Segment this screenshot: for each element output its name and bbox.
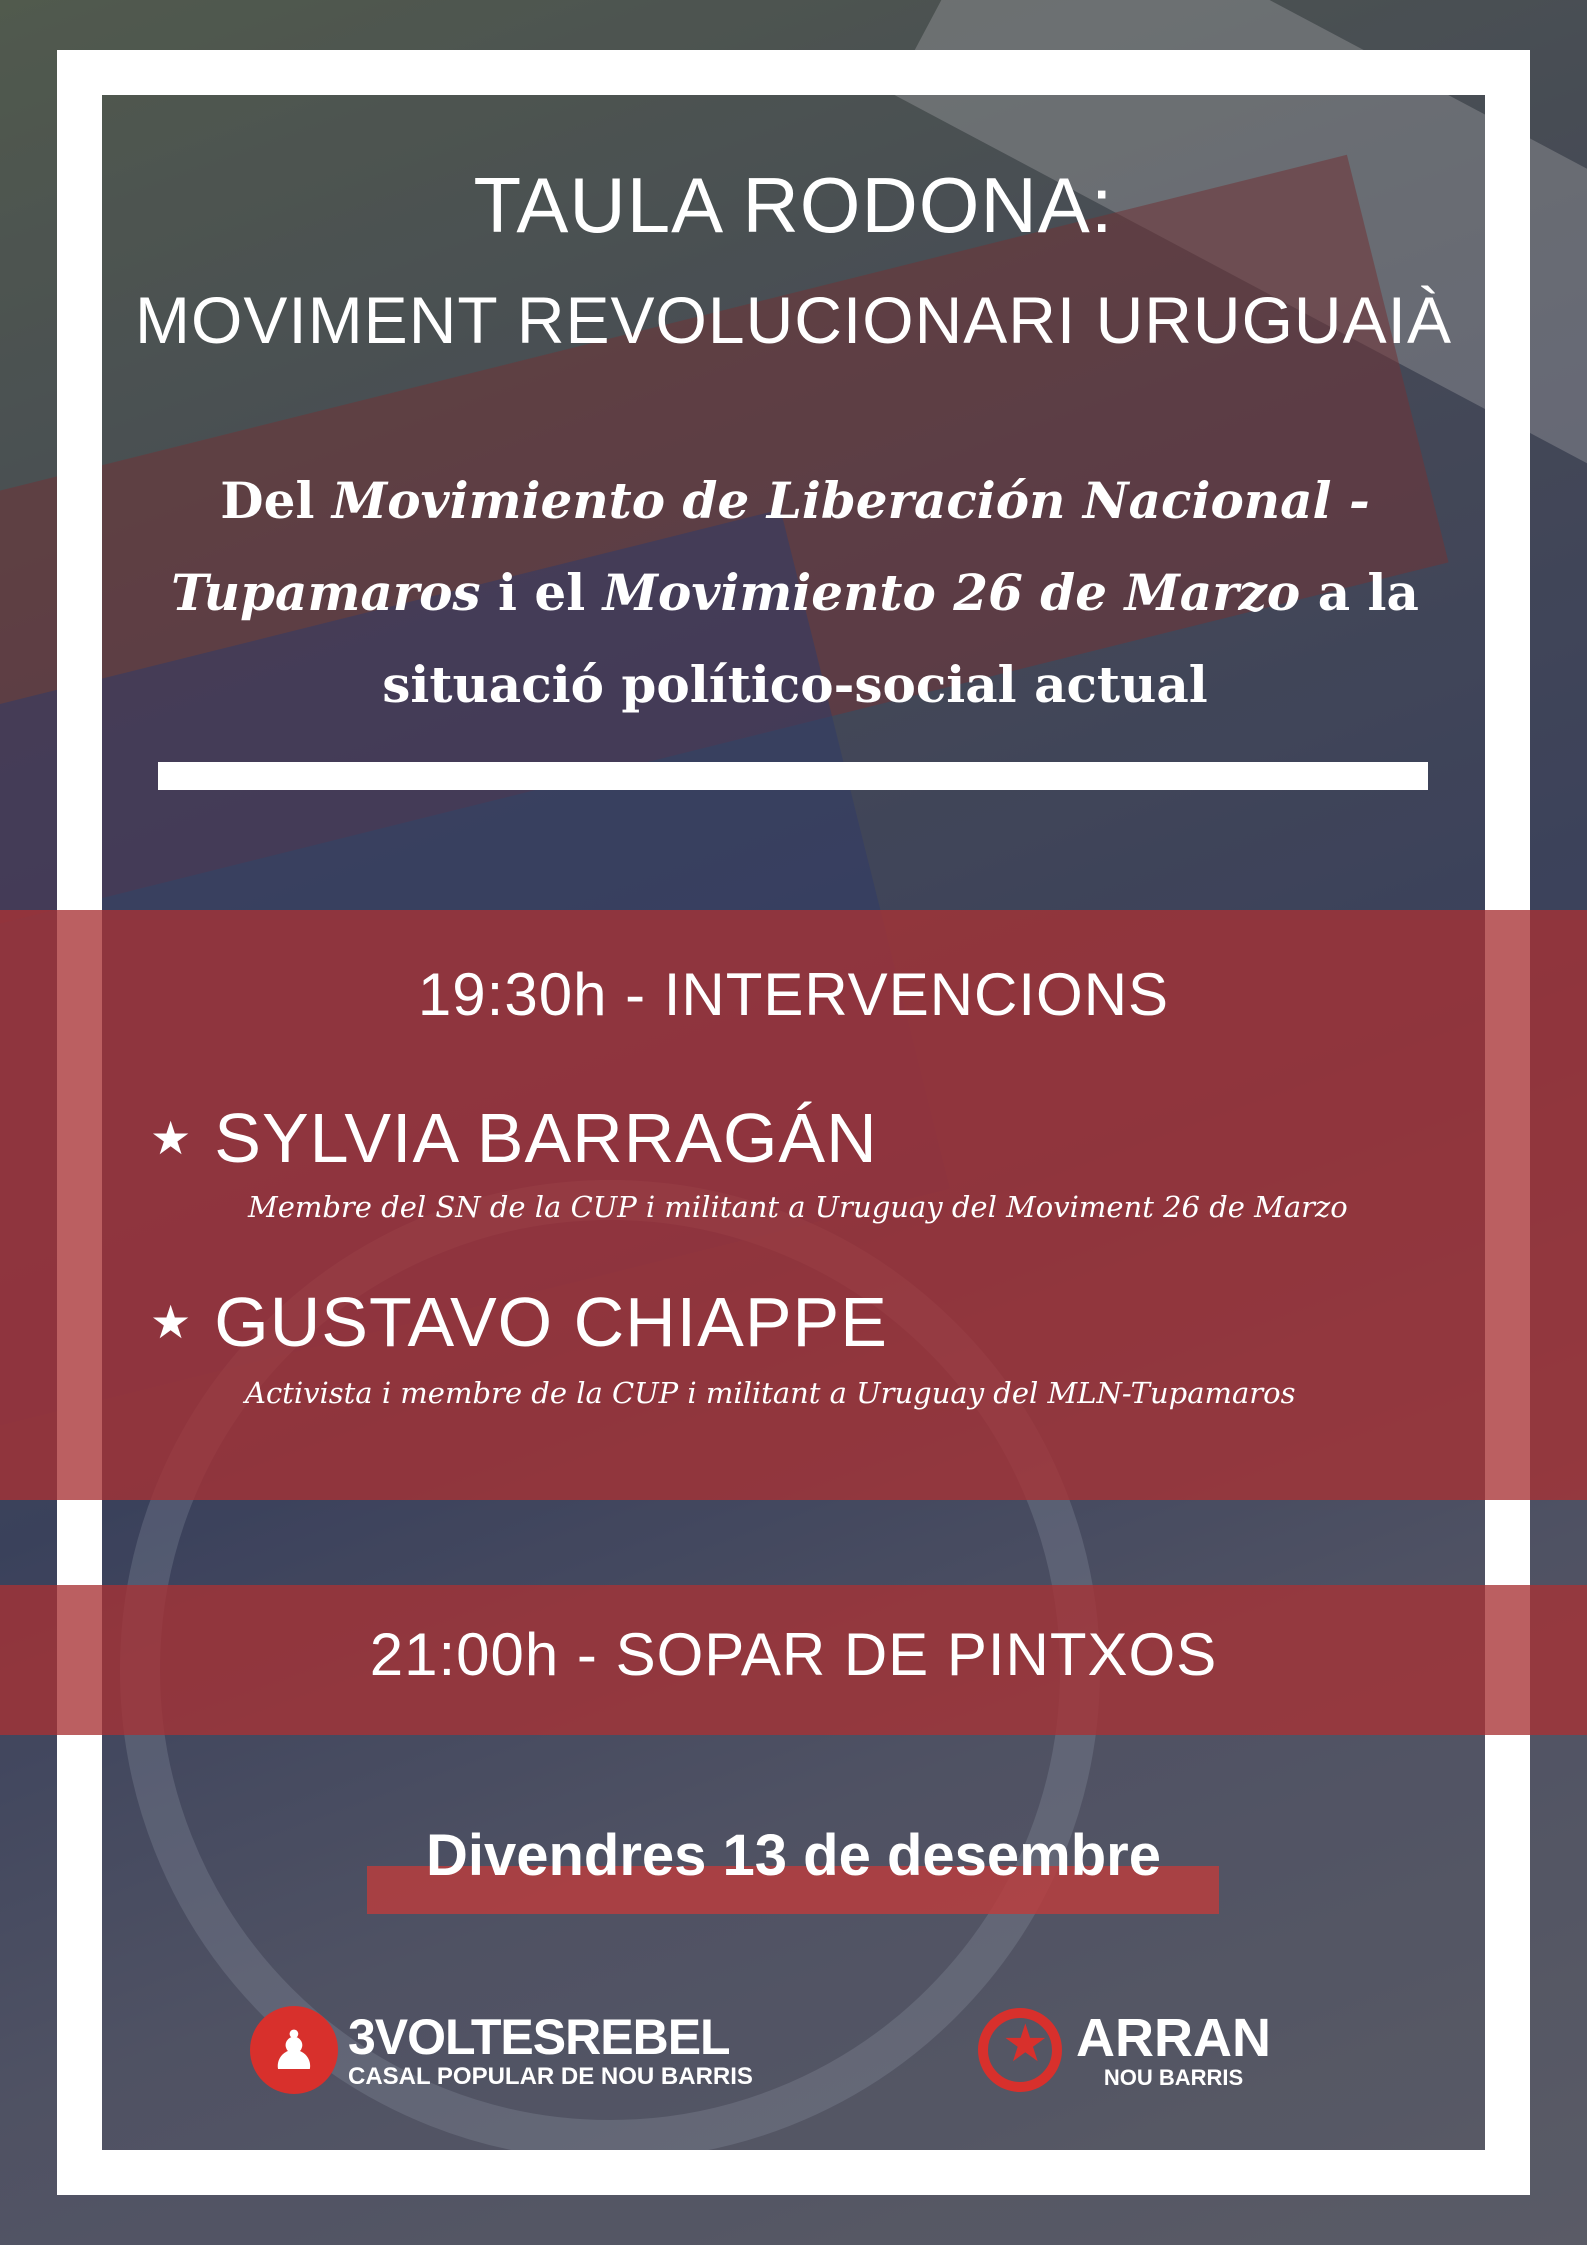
speaker-1-name: SYLVIA BARRAGÁN	[214, 1099, 878, 1177]
divider	[158, 762, 1428, 790]
title-line-1: TAULA RODONA:	[473, 161, 1114, 249]
logo-3voltesrebel	[250, 2006, 753, 2094]
logo-3voltesrebel-subtitle: CASAL POPULAR DE NOU BARRIS	[348, 2063, 753, 2090]
speaker-1-role: Membre del SN de la CUP i militant a Uruguay del Moviment 26 de Marzo	[248, 1190, 1348, 1224]
logo-3voltesrebel-name: 3VOLTESREBEL	[348, 2009, 730, 2065]
logo-arran-subtitle: NOU BARRIS	[1103, 2065, 1244, 2090]
subtitle-26-marzo: Movimiento 26 de Marzo	[602, 563, 1301, 622]
speaker-2-name: GUSTAVO CHIAPPE	[214, 1283, 888, 1361]
subtitle-mln: Movimiento de Liberación Nacional - Tupamaros	[171, 471, 1370, 622]
subtitle	[150, 455, 1440, 731]
star-icon: ★	[150, 1296, 193, 1348]
subtitle-part-1: Del	[220, 471, 332, 530]
subtitle-part-3: i el	[480, 563, 603, 622]
speaker-1	[150, 1098, 878, 1178]
logo-arran	[972, 2000, 1271, 2100]
dinner-time: 21:00h - SOPAR DE PINTXOS	[369, 1621, 1218, 1688]
subtitle-part-5: a la situació político-social actual	[382, 563, 1419, 714]
arran-star-icon: ★	[972, 2000, 1082, 2100]
logo-arran-name: ARRAN	[1076, 2008, 1271, 2068]
event-date: Divendres 13 de desembre	[425, 1823, 1162, 1888]
title-line-2: MOVIMENT REVOLUCIONARI URUGUAIÀ	[135, 283, 1452, 357]
speaker-2	[150, 1282, 888, 1362]
star-icon: ★	[150, 1112, 193, 1164]
speaker-2-role: Activista i membre de la CUP i militant a Uruguay del MLN-Tupamaros	[245, 1376, 1296, 1410]
statue-icon: ♟	[250, 2006, 338, 2094]
talks-time: 19:30h - INTERVENCIONS	[417, 961, 1170, 1028]
